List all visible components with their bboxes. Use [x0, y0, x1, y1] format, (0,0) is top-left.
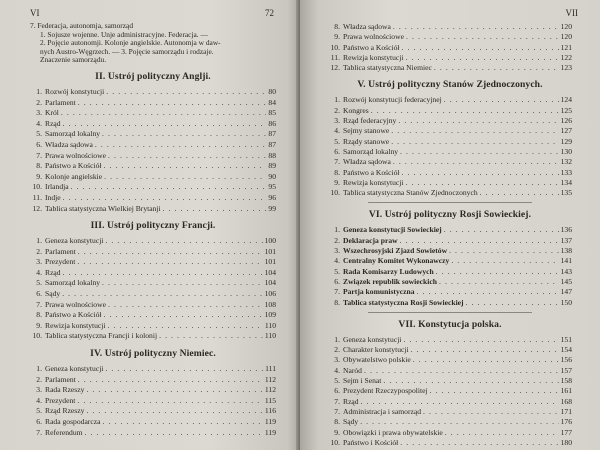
toc-list — [30, 87, 276, 214]
toc-entry: 4. Centralny Komitet Wykonawczy . . . 141 — [328, 256, 572, 266]
toc-entry: 9. Kolonje angielskie . . . 90 — [30, 172, 276, 183]
toc-list — [328, 225, 572, 307]
toc-entry: 7. Prawa wolnościowe . . . 88 — [30, 151, 276, 162]
page-number: VII — [565, 8, 578, 18]
toc-list — [328, 95, 572, 198]
toc-entry: 5. Samorząd lokalny . . . 87 — [30, 129, 276, 140]
toc-entry: 8. Tablica statystyczna Rosji Sowieckiej . . . 150 — [328, 298, 572, 308]
toc-list — [30, 236, 276, 342]
toc-entry: 3. Rząd federacyjny . . . 126 — [328, 116, 572, 126]
chapter-heading: II. Ustrój polityczny Anglji. — [95, 70, 211, 82]
toc-entry: 8. Państwo a Kościół . . . 109 — [30, 310, 276, 321]
toc-entry: 6. Prezydent Rzeczypospolitej . . . 161 — [328, 386, 572, 396]
toc-entry: 3. Wszechrosyjski Zjazd Sowietów . . . 138 — [328, 246, 572, 256]
toc-list — [328, 335, 572, 448]
toc-entry: 4. Naród . . . 157 — [328, 366, 572, 376]
chapter-heading: VII. Konstytucja polska. — [398, 318, 502, 330]
toc-entry: 4. Prezydent . . . 115 — [30, 396, 276, 407]
toc-entry: 7. Władza sądowa . . . 132 — [328, 157, 572, 167]
toc-entry: 7. Referendum . . . 119 — [30, 428, 276, 439]
toc-entry: 5. Rządy stanowe . . . 129 — [328, 137, 572, 147]
intro-line: 7. Federacja, autonomja, samorząd — [30, 21, 134, 30]
toc-entry: 3. Obywatelstwo polskie . . . 156 — [328, 355, 572, 365]
toc-list — [328, 22, 572, 73]
toc-entry: 4. Rząd . . . 104 — [30, 268, 276, 279]
header-number: 72 — [265, 8, 274, 18]
right-page — [300, 0, 600, 450]
intro-line: Znaczenie samorządu. — [40, 55, 107, 65]
toc-entry: 7. Prawa wolnościowe . . . 108 — [30, 300, 276, 311]
toc-entry: 3. Król . . . 85 — [30, 108, 276, 119]
toc-entry: 2. Kongres . . . 125 — [328, 106, 572, 116]
toc-entry: 11. Indje . . . 96 — [30, 193, 276, 204]
toc-entry: 8. Państwo a Kościół . . . 133 — [328, 168, 572, 178]
toc-entry: 2. Charakter konstytucji . . . 154 — [328, 345, 572, 355]
toc-entry: 4. Rząd . . . 86 — [30, 119, 276, 130]
toc-list — [30, 364, 276, 438]
chapter-heading: V. Ustrój polityczny Stanów Zjednoczonych. — [357, 79, 543, 91]
section-divider — [368, 202, 532, 203]
toc-entry: 10. Tablica statystyczna Stanów Zjednoczonych . . . 135 — [328, 188, 572, 198]
toc-entry: 1. Geneza konstytucji . . . 100 — [30, 236, 276, 247]
toc-entry: 5. Rząd Rzeszy . . . 116 — [30, 406, 276, 417]
toc-entry: 8. Sądy . . . 176 — [328, 417, 572, 427]
toc-entry: 11. Rewizja konstytucji . . . 122 — [328, 53, 572, 63]
toc-entry: 1. Geneza konstytucji . . . 151 — [328, 335, 572, 345]
toc-entry: 10. Irlandja . . . 95 — [30, 182, 276, 193]
toc-entry: 1. Geneza konstytucji . . . 111 — [30, 364, 276, 375]
toc-entry: 5. Rada Komisarzy Ludowych . . . 143 — [328, 267, 572, 277]
toc-entry: 9. Prawa wolnościowe . . . 120 — [328, 32, 572, 42]
chapter-heading: III. Ustrój polityczny Francji. — [90, 220, 216, 232]
toc-entry: 2. Parlament . . . 84 — [30, 98, 276, 109]
toc-entry: 6. Samorząd lokalny . . . 130 — [328, 147, 572, 157]
toc-entry: 10. Państwo i Kościół . . . 180 — [328, 438, 572, 448]
toc-entry: 12. Tablica statystyczna Niemiec . . . 123 — [328, 63, 572, 73]
toc-entry: 9. Rewizja konstytucji . . . 110 — [30, 321, 276, 332]
toc-entry: 9. Obowiązki i prawa obywatelskie . . . 177 — [328, 428, 572, 438]
toc-entry: 1. Rozwój konstytucji federacyjnej . . . 124 — [328, 95, 572, 105]
chapter-heading: IV. Ustrój polityczny Niemiec. — [90, 348, 216, 360]
toc-entry: 5. Samorząd lokalny . . . 104 — [30, 278, 276, 289]
page-number: VI — [30, 8, 40, 18]
toc-entry: 2. Parlament . . . 101 — [30, 247, 276, 258]
toc-entry: 8. Władza sądowa . . . 120 — [328, 22, 572, 32]
toc-entry: 7. Administracja i samorząd . . . 171 — [328, 407, 572, 417]
toc-entry: 8. Państwo a Kościół . . . 89 — [30, 161, 276, 172]
toc-entry: 6. Władza sądowa . . . 87 — [30, 140, 276, 151]
toc-entry: 4. Sejmy stanowe . . . 127 — [328, 126, 572, 136]
toc-entry: 3. Prezydent . . . 101 — [30, 257, 276, 268]
intro-line: 2. Pojęcie autonomji. Kolonje angielskie. Autonomja w daw- — [40, 38, 221, 48]
toc-entry: 7. Rząd . . . 168 — [328, 397, 572, 407]
toc-entry: 3. Rada Rzeszy . . . 112 — [30, 385, 276, 396]
toc-entry: 10. Państwo a Kościół . . . 121 — [328, 43, 572, 53]
toc-entry: 1. Rozwój konstytucji . . . 80 — [30, 87, 276, 98]
toc-entry: 6. Rada gospodarcza . . . 119 — [30, 417, 276, 428]
toc-entry: 10. Tablica statystyczna Francji i kolonij . . . 110 — [30, 331, 276, 342]
toc-entry: 6. Sądy . . . 106 — [30, 289, 276, 300]
intro-line: 1. Sojusze wojenne. Unje administracyjne. Federacja. — — [40, 29, 208, 39]
toc-entry: 2. Parlament . . . 112 — [30, 375, 276, 386]
intro-section — [30, 22, 276, 65]
toc-entry: 12. Tablica statystyczna Wielkiej Brytanji . . . 99 — [30, 204, 276, 215]
toc-entry: 5. Sejm i Senat . . . 158 — [328, 376, 572, 386]
intro-line: nych Austro-Węgrzech. — 3. Pojęcie samorządu i rodzaje. — [40, 46, 214, 56]
toc-entry: 9. Rewizja konstytucji . . . 134 — [328, 178, 572, 188]
toc-entry: 2. Deklaracja praw . . . 137 — [328, 236, 572, 246]
toc-entry: 1. Geneza konstytucji Sowieckiej . . . 136 — [328, 225, 572, 235]
toc-entry: 6. Związek republik sowieckich . . . 145 — [328, 277, 572, 287]
chapter-heading: VI. Ustrój polityczny Rosji Sowieckiej. — [368, 209, 532, 221]
section-divider — [368, 312, 532, 313]
toc-entry: 7. Partja komunistyczna . . . 147 — [328, 287, 572, 297]
